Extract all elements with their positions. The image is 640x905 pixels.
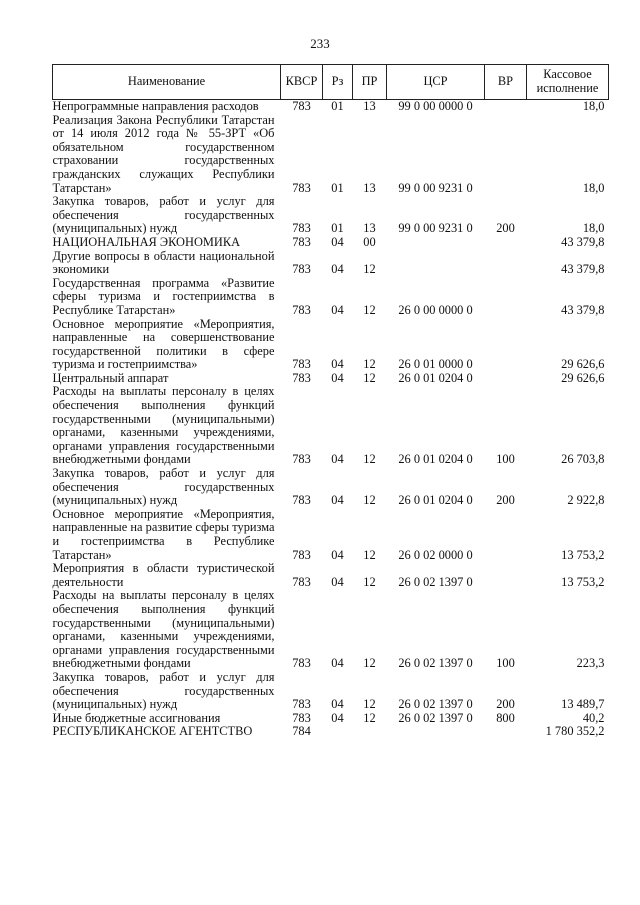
table-row: [53, 100, 609, 114]
table-row: [53, 508, 609, 562]
cell-vr: [485, 562, 527, 589]
cell-kvsr: 783: [292, 234, 311, 249]
cell-rz: 04: [331, 493, 344, 508]
cell-name: Закупка товаров, работ и услуг для обеспечения государственных (муниципальных) нужд: [52, 669, 275, 712]
cell-amount: 43 379,8: [561, 302, 605, 317]
cell-vr: [485, 277, 527, 318]
header-csr: ЦСР: [387, 65, 485, 100]
cell-kvsr: 783: [292, 493, 311, 508]
page-number: 233: [310, 36, 330, 51]
table-row: [53, 372, 609, 386]
table-row: [53, 195, 609, 236]
cell-kvsr: 783: [292, 302, 311, 317]
cell-pr: 12: [363, 574, 376, 589]
cell-amount: 29 626,6: [561, 357, 605, 372]
cell-pr: 12: [363, 710, 376, 725]
cell-csr: 99 0 00 9231 0: [398, 180, 473, 195]
cell-name: Центральный аппарат: [52, 370, 169, 385]
cell-rz: 04: [331, 262, 344, 277]
cell-rz: 04: [331, 234, 344, 249]
cell-rz: 04: [331, 656, 344, 671]
cell-kvsr: 784: [292, 724, 311, 739]
cell-pr: 12: [363, 302, 376, 317]
cell-name: Другие вопросы в области национальной экономики: [52, 248, 275, 277]
cell-kvsr: 783: [292, 99, 311, 113]
cell-name: Государственная программа «Развитие сферы туризма и гостеприимства в Республике Татарстан»: [52, 275, 275, 317]
cell-kvsr: 783: [292, 262, 311, 277]
cell-amount: 40,2: [582, 710, 605, 725]
cell-rz: 01: [331, 221, 344, 236]
cell-amount: 26 703,8: [561, 452, 605, 467]
cell-vr: [485, 236, 527, 250]
cell-pr: 13: [363, 99, 376, 113]
cell-csr: 26 0 02 1397 0: [398, 697, 473, 712]
cell-csr: 26 0 01 0204 0: [398, 493, 473, 508]
budget-table: [52, 64, 609, 739]
cell-kvsr: 783: [292, 180, 311, 195]
cell-rz: 04: [331, 697, 344, 712]
cell-csr: 99 0 00 0000 0: [398, 99, 473, 113]
table-row: [53, 318, 609, 372]
cell-amount: 43 379,8: [561, 234, 605, 249]
cell-pr: 12: [363, 656, 376, 671]
cell-pr: 12: [363, 357, 376, 372]
cell-amount: 18,0: [582, 221, 605, 236]
cell-pr: 00: [363, 234, 376, 249]
header-pr: ПР: [353, 65, 387, 100]
cell-csr: 26 0 01 0204 0: [398, 370, 473, 385]
cell-vr: [485, 372, 527, 386]
cell-amount: 43 379,8: [561, 262, 605, 277]
table-row: [53, 114, 609, 196]
cell-pr: 12: [363, 493, 376, 508]
cell-amount: 2 922,8: [567, 493, 605, 508]
cell-name: Непрограммные направления расходов: [52, 99, 259, 113]
header-vr: ВР: [485, 65, 527, 100]
cell-csr: 26 0 02 0000 0: [398, 547, 473, 562]
table-row: [53, 671, 609, 712]
cell-kvsr: 783: [292, 452, 311, 467]
cell-kvsr: 783: [292, 357, 311, 372]
cell-amount: 29 626,6: [561, 370, 605, 385]
cell-name: Закупка товаров, работ и услуг для обеспечения государственных (муниципальных) нужд: [52, 466, 275, 508]
cell-csr: 26 0 02 1397 0: [398, 574, 473, 589]
cell-vr: 200: [496, 697, 515, 712]
table-row: [53, 277, 609, 318]
cell-pr: [353, 725, 387, 739]
cell-kvsr: 783: [292, 697, 311, 712]
table-body: [53, 100, 609, 739]
cell-csr: 26 0 01 0204 0: [398, 452, 473, 467]
cell-pr: 12: [363, 697, 376, 712]
cell-pr: 12: [363, 452, 376, 467]
cell-kvsr: 783: [292, 370, 311, 385]
header-kvsr: КВСР: [281, 65, 323, 100]
table-row: [53, 236, 609, 250]
cell-vr: [485, 508, 527, 562]
cell-csr: 26 0 02 1397 0: [398, 656, 473, 671]
cell-name: Реализация Закона Республики Татарстан от 14 июля 2012 года № 55-ЗРТ «Об обязательном государственном страховании государственных гражданских служащих Республики Татарстан»: [52, 112, 275, 195]
cell-name: Расходы на выплаты персоналу в целях обеспечения выполнения функций государственными (муниципальными) органами, казенными учреждениями, органами управления государственными внебюджетными фондами: [52, 384, 275, 467]
cell-name: Иные бюджетные ассигнования: [52, 710, 221, 725]
cell-rz: 04: [331, 357, 344, 372]
cell-pr: 12: [363, 547, 376, 562]
table-row: [53, 712, 609, 726]
table-header: [53, 65, 609, 100]
cell-rz: 04: [331, 452, 344, 467]
cell-name: Основное мероприятие «Мероприятия, направленные на развитие сферы туризма и гостеприимства в Республике Татарстан»: [52, 506, 275, 562]
cell-rz: 04: [331, 302, 344, 317]
cell-amount: 18,0: [582, 180, 605, 195]
cell-vr: [485, 114, 527, 196]
table-row: [53, 467, 609, 508]
cell-amount: 18,0: [582, 99, 605, 113]
cell-vr: 100: [496, 452, 515, 467]
cell-name: НАЦИОНАЛЬНАЯ ЭКОНОМИКА: [52, 234, 241, 249]
cell-amount: 13 753,2: [561, 574, 605, 589]
cell-rz: 04: [331, 710, 344, 725]
cell-vr: 800: [496, 710, 515, 725]
cell-vr: 200: [496, 221, 515, 236]
cell-vr: [485, 318, 527, 372]
cell-pr: 12: [363, 370, 376, 385]
cell-name: Закупка товаров, работ и услуг для обеспечения государственных (муниципальных) нужд: [52, 194, 275, 236]
cell-vr: 200: [496, 493, 515, 508]
header-amount: Кассовое исполнение: [527, 65, 609, 100]
table-row: [53, 385, 609, 467]
cell-pr: 12: [363, 262, 376, 277]
cell-rz: 04: [331, 574, 344, 589]
cell-rz: 04: [331, 370, 344, 385]
cell-kvsr: 783: [292, 221, 311, 236]
cell-name: Расходы на выплаты персоналу в целях обеспечения выполнения функций государственными (муниципальными) органами, казенными учреждениями, органами управления государственными внебюджетными фондами: [52, 588, 275, 671]
cell-kvsr: 783: [292, 710, 311, 725]
cell-kvsr: 783: [292, 547, 311, 562]
cell-amount: 223,3: [576, 656, 605, 671]
cell-csr: 99 0 00 9231 0: [398, 221, 473, 236]
cell-kvsr: 783: [292, 574, 311, 589]
cell-csr: [387, 725, 485, 739]
cell-amount: 13 489,7: [561, 697, 605, 712]
cell-csr: [387, 250, 485, 277]
cell-pr: 13: [363, 221, 376, 236]
cell-rz: [323, 725, 353, 739]
cell-amount: 1 780 352,2: [545, 724, 605, 739]
cell-vr: [485, 100, 527, 114]
cell-rz: 04: [331, 547, 344, 562]
header-rz: Рз: [323, 65, 353, 100]
table-row: [53, 562, 609, 589]
cell-csr: 26 0 02 1397 0: [398, 710, 473, 725]
cell-csr: 26 0 00 0000 0: [398, 302, 473, 317]
cell-name: РЕСПУБЛИКАНСКОЕ АГЕНТСТВО: [52, 724, 253, 739]
cell-name: Мероприятия в области туристической деятельности: [52, 561, 275, 589]
cell-vr: [485, 250, 527, 277]
cell-vr: [485, 725, 527, 739]
cell-csr: [387, 236, 485, 250]
table-row: [53, 589, 609, 671]
table-row: [53, 250, 609, 277]
cell-vr: 100: [496, 656, 515, 671]
cell-csr: 26 0 01 0000 0: [398, 357, 473, 372]
cell-amount: 13 753,2: [561, 547, 605, 562]
cell-rz: 01: [331, 99, 344, 113]
cell-name: Основное мероприятие «Мероприятия, направленные на совершенствование государственной политики в сфере туризма и гостеприимства»: [52, 316, 275, 372]
cell-rz: 01: [331, 180, 344, 195]
header-name: Наименование: [53, 65, 281, 100]
cell-kvsr: 783: [292, 656, 311, 671]
table-row: [53, 725, 609, 739]
cell-pr: 13: [363, 180, 376, 195]
